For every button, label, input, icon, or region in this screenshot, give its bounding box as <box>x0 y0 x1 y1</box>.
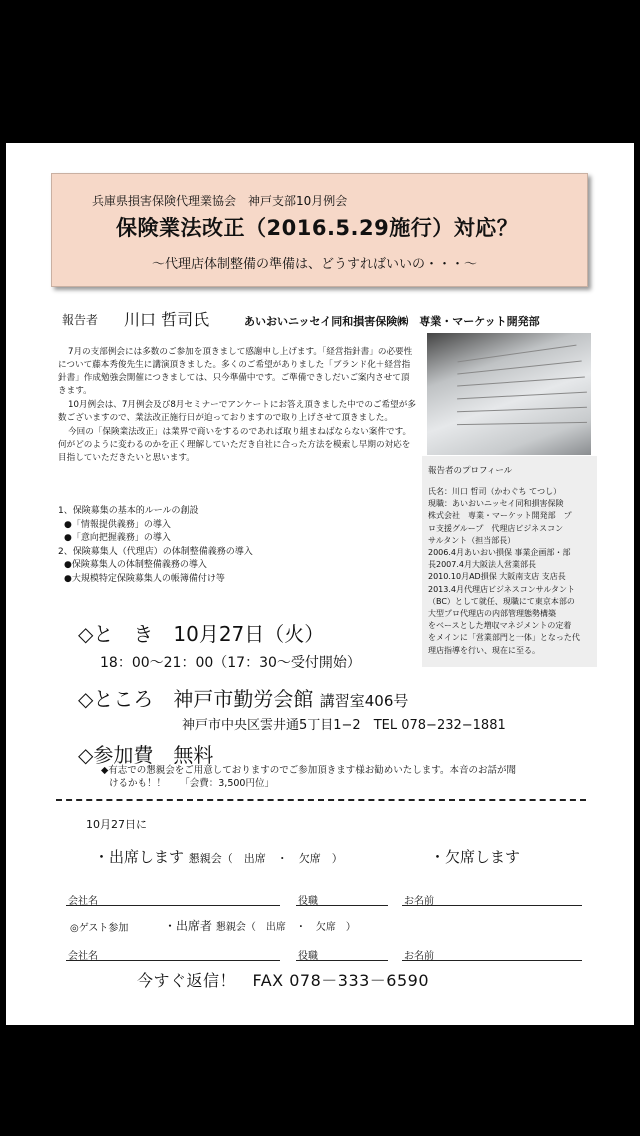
attend-label: ・出席します <box>94 848 185 866</box>
rules-list <box>58 505 253 586</box>
profile-line: （BC）として就任、現職にて東京本部の <box>428 596 575 606</box>
profile-box <box>422 456 597 667</box>
position-label: 役職 <box>298 896 318 907</box>
guest-attend-label: ・出席者 <box>164 919 213 933</box>
profile-line: をメインに「営業部門と一体」となった代 <box>428 633 580 643</box>
reporter-affiliation: あいおいニッセイ同和損害保険㈱ 専業・マーケット開発部 <box>244 315 540 328</box>
rules-item: 1、保険募集の基本的ルールの創設 <box>58 506 199 516</box>
title-banner <box>51 173 588 287</box>
name-field[interactable] <box>402 960 582 961</box>
profile-heading: 報告者のプロフィール <box>428 466 513 476</box>
event-fee: ◇参加費 無料 <box>78 743 214 767</box>
venue-room: 講習室406号 <box>319 692 409 710</box>
event-date: ◇と き 10月27日（火） <box>78 622 325 646</box>
company-label: 会社名 <box>68 896 98 907</box>
profile-line: サルタント（担当部長） <box>428 535 516 545</box>
company-field[interactable] <box>66 960 280 961</box>
fax-reply-cta: 今すぐ返信！ FAX 078－333－6590 <box>137 971 430 990</box>
rules-item: 2、保険募集人（代理店）の体制整備義務の導入 <box>58 546 253 557</box>
document-photo <box>427 333 591 455</box>
rules-item: ●大規模特定保険募集人の帳簿備付け等 <box>64 573 225 584</box>
party-choice[interactable]: 懇親会（ 出席 ・ 欠席 ） <box>188 852 343 865</box>
profile-line: 大型プロ代理店の内部管理態勢構築 <box>428 609 556 619</box>
absent-option[interactable]: ・欠席します <box>430 848 521 866</box>
fee-note-line: けるかも！！ 「会費：3,500円位」 <box>109 778 274 789</box>
intro-paragraph: 7月の支部例会には多数のご参加を頂きまして感謝申し上げます。「経営指針書」の必要性について藤本秀俊先生に講演頂きました。多くのご希望がありました「ブランド化＋経営指針書」作成勉強会開催につきましては、只今準備中です。ご準備できしだいご案内させて頂きます。 <box>58 347 413 396</box>
profile-line: 2013.4月代理店ビジネスコンサルタント <box>428 584 576 594</box>
rules-item: ●「情報提供義務」の導入 <box>64 519 171 530</box>
intro-paragraph: 今回の「保険業法改正」は業界で商いをするのであれば取り組まねばならない案件です。何がどのように変わるのかを正く理解していただき自社に合った方法を模索し早期の対応を目指していただきたいと思います。 <box>58 427 412 463</box>
guest-attend[interactable] <box>164 917 356 934</box>
event-time: 18：00～21：00（17：30～受付開始） <box>100 655 361 671</box>
organization-line: 兵庫県損害保険代理業協会 神戸支部10月例会 <box>92 194 348 208</box>
main-title: 保険業法改正（2016.5.29施行）対応？ <box>116 216 519 240</box>
position-field[interactable] <box>296 960 388 961</box>
position-field[interactable] <box>296 905 388 906</box>
fee-note <box>101 764 516 790</box>
profile-line: 株式会社 専業・マーケット開発部 プ <box>428 511 572 521</box>
name-field[interactable] <box>402 905 582 906</box>
position-label: 役職 <box>298 951 318 962</box>
intro-paragraph: 10月例会は、7月例会及び8月セミナーでアンケートにお答え頂きました中でのご希望が多数ございますので、業法改正施行日が迫っておりますので取り上げさせて頂きました。 <box>58 400 416 423</box>
reply-date: 10月27日に <box>86 818 147 831</box>
intro-text <box>58 346 416 466</box>
profile-line: 氏名：川口 哲司（かわぐち てつし） <box>428 487 562 496</box>
profile-line: ロ支援グループ 代理店ビジネスコン <box>428 523 564 533</box>
name-label: お名前 <box>404 896 434 907</box>
cut-line <box>56 799 586 801</box>
event-venue <box>78 683 408 712</box>
profile-line: 現職：あいおいニッセイ同和損害保険 <box>428 499 564 509</box>
company-field[interactable] <box>66 905 280 906</box>
flyer-page <box>6 143 634 1025</box>
guest-label: ◎ゲスト参加 <box>70 923 129 934</box>
profile-body <box>428 486 594 657</box>
profile-line: をベースとした増収マネジメントの定着 <box>428 621 572 631</box>
venue-address: 神戸市中央区雲井通5丁目1−2 TEL 078−232−1881 <box>182 718 506 733</box>
rules-item: ●「意向把握義務」の導入 <box>64 533 171 543</box>
subtitle: ～代理店体制整備の準備は、どうすればいいの・・・～ <box>152 257 478 272</box>
profile-line: 理店指導を行い、現在に至る。 <box>428 645 540 655</box>
venue-name: ◇ところ 神戸市勤労会館 <box>78 687 314 711</box>
attend-option[interactable] <box>94 846 343 867</box>
profile-line: 長2007.4月大阪法人営業部長 <box>428 560 536 570</box>
profile-line: 2010.10月AD損保 大阪南支店 支店長 <box>428 572 566 582</box>
company-label: 会社名 <box>68 951 98 962</box>
fee-note-line: ◆有志での懇親会をご用意しておりますのでご参加頂きます様お勧めいたします。本音のお話が聞 <box>101 765 517 776</box>
rules-item: ●保険募集人の体制整備義務の導入 <box>64 560 207 570</box>
reporter-name: 川口 哲司氏 <box>124 310 210 329</box>
guest-party-choice[interactable]: 懇親会（ 出席 ・ 欠席 ） <box>215 922 356 933</box>
name-label: お名前 <box>404 951 434 962</box>
profile-line: 2006.4月あいおい損保 事業企画部・部 <box>428 548 571 558</box>
reporter-label: 報告者 <box>62 313 99 327</box>
